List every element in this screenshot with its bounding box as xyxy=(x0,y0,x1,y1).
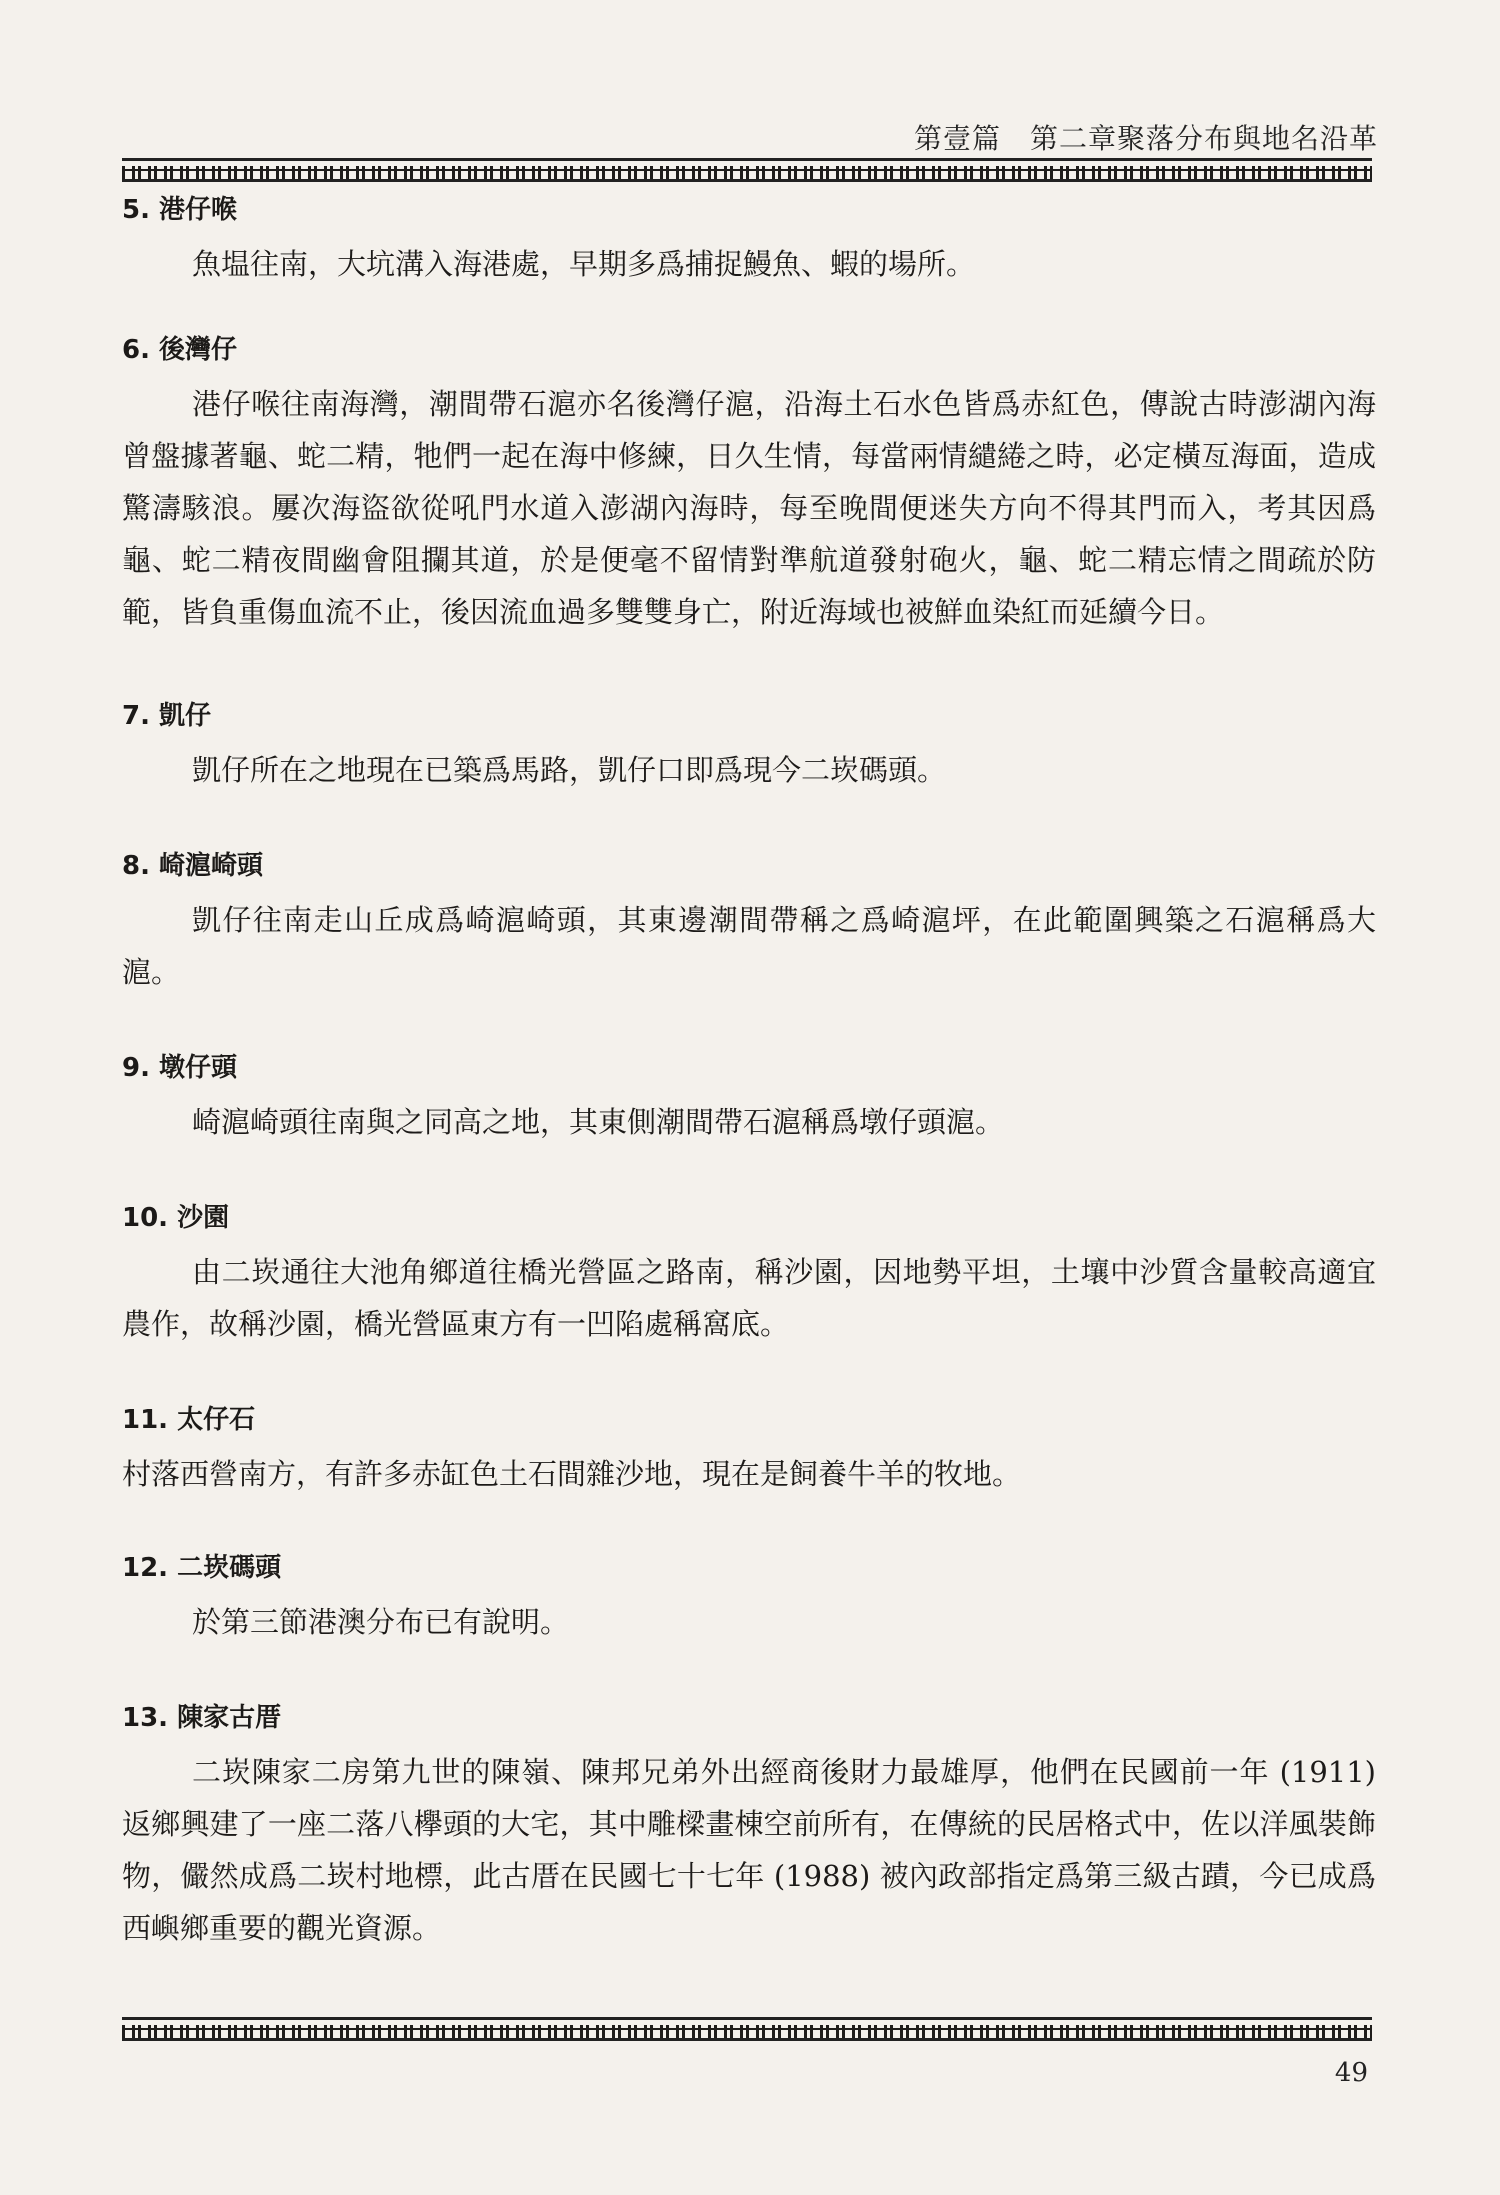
section-body: 崎滬崎頭往南與之同高之地，其東側潮間帶石滬稱爲墩仔頭滬。 xyxy=(192,1105,1005,1139)
section-9 xyxy=(122,1050,1376,1148)
running-header: 第壹篇 第二章聚落分布與地名沿革 xyxy=(913,122,1378,155)
section-6 xyxy=(122,332,1376,638)
section-body: 由二崁通往大池角鄉道往橋光營區之路南，稱沙園，因地勢平坦，土壤中沙質含量較高適宜農作，故稱沙園，橋光營區東方有一凹陷處稱窩底。 xyxy=(122,1255,1376,1341)
section-12 xyxy=(122,1550,1376,1648)
section-10 xyxy=(122,1200,1376,1350)
section-body: 魚塭往南，大坑溝入海港處，早期多爲捕捉鰻魚、蝦的場所。 xyxy=(192,247,976,281)
page-body xyxy=(122,192,1376,1954)
section-heading: 13. 陳家古厝 xyxy=(122,1703,282,1733)
section-heading: 10. 沙園 xyxy=(122,1203,230,1233)
section-8 xyxy=(122,848,1376,998)
section-heading: 8. 崎滬崎頭 xyxy=(122,851,264,881)
page-number: 49 xyxy=(1334,2058,1368,2088)
section-heading: 6. 後灣仔 xyxy=(122,335,238,365)
section-body: 於第三節港澳分布已有說明。 xyxy=(192,1605,570,1639)
section-heading: 9. 墩仔頭 xyxy=(122,1053,238,1083)
section-heading: 12. 二崁碼頭 xyxy=(122,1553,282,1583)
section-13 xyxy=(122,1700,1376,1954)
section-7 xyxy=(122,698,1376,796)
section-body: 村落西營南方，有許多赤缸色土石間雜沙地，現在是飼養牛羊的牧地。 xyxy=(122,1457,1022,1491)
section-heading: 11. 太仔石 xyxy=(122,1405,256,1435)
section-heading: 7. 凱仔 xyxy=(122,701,212,731)
section-11 xyxy=(122,1402,1376,1500)
section-body: 港仔喉往南海灣，潮間帶石滬亦名後灣仔滬，沿海土石水色皆爲赤紅色，傳說古時澎湖內海曾盤據著龜、蛇二精，牠們一起在海中修練，日久生情，每當兩情繾綣之時，必定橫亙海面，造成驚濤駭浪。屢次海盜欲從吼門水道入澎湖內海時，每至晚間便迷失方向不得其門而入，考其因爲龜、蛇二精夜間幽會阻攔其道，於是便毫不留情對準航道發射砲火，龜、蛇二精忘情之間疏於防範，皆負重傷血流不止，後因流血過多雙雙身亡，附近海域也被鮮血染紅而延續今日。 xyxy=(122,387,1376,629)
section-heading: 5. 港仔喉 xyxy=(122,195,238,225)
decorative-border-bottom xyxy=(122,2017,1372,2041)
section-body: 二崁陳家二房第九世的陳嶺、陳邦兄弟外出經商後財力最雄厚，他們在民國前一年 (1911) 返鄉興建了一座二落八欅頭的大宅，其中雕樑畫棟空前所有，在傳統的民居格式中，佐以洋風裝飾物，儼然成爲二崁村地標，此古厝在民國七十七年 (1988) 被內政部指定爲第三級古蹟，今已成爲西嶼鄉重要的觀光資源。 xyxy=(122,1755,1376,1945)
section-body: 凱仔所在之地現在已築爲馬路，凱仔口即爲現今二崁碼頭。 xyxy=(192,753,947,787)
section-body: 凱仔往南走山丘成爲崎滬崎頭，其東邊潮間帶稱之爲崎滬坪，在此範圍興築之石滬稱爲大滬。 xyxy=(122,903,1376,989)
section-5 xyxy=(122,192,1376,290)
decorative-border-top xyxy=(122,158,1372,182)
